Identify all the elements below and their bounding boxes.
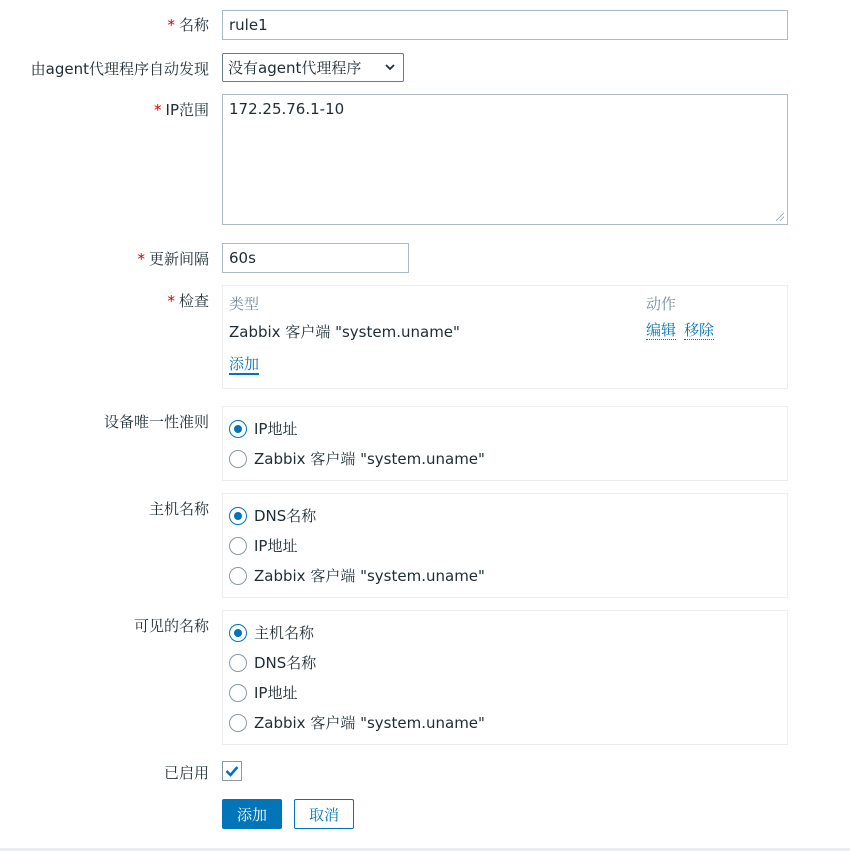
proxy-label: 由agent代理程序自动发现: [30, 60, 209, 78]
name-label: * 名称: [167, 16, 209, 34]
proxy-select-value: 没有agent代理程序: [228, 59, 362, 77]
uniqueness-option-agent[interactable]: Zabbix 客户端 "system.uname": [229, 448, 485, 469]
enabled-label: 已启用: [163, 764, 209, 782]
resize-handle[interactable]: [776, 213, 784, 221]
check-edit-link[interactable]: 编辑: [646, 321, 677, 339]
checks-col-action: 动作: [646, 295, 677, 313]
add-button[interactable]: 添加: [222, 799, 282, 829]
ip-range-label: * IP范围: [154, 101, 209, 119]
checks-label: * 检查: [167, 292, 209, 310]
uniqueness-label: 设备唯一性准则: [103, 413, 209, 431]
radio-button[interactable]: [229, 450, 247, 468]
required-mark: *: [154, 101, 162, 119]
proxy-select[interactable]: [222, 53, 404, 82]
host-name-option-dns[interactable]: DNS名称: [229, 505, 316, 526]
enabled-checkbox[interactable]: [222, 761, 242, 781]
radio-button[interactable]: [229, 567, 247, 585]
required-mark: *: [137, 250, 145, 268]
radio-button-selected[interactable]: [229, 507, 247, 525]
host-name-option-agent[interactable]: Zabbix 客户端 "system.uname": [229, 565, 485, 586]
chevron-down-icon: [385, 62, 395, 72]
check-row-type: Zabbix 客户端 "system.uname": [229, 323, 460, 341]
checks-col-type: 类型: [229, 295, 260, 313]
uniqueness-option-ip[interactable]: IP地址: [229, 418, 297, 439]
uniqueness-group: [222, 406, 788, 481]
required-mark: *: [167, 16, 175, 34]
interval-input[interactable]: [222, 243, 409, 273]
radio-button-selected[interactable]: [229, 624, 247, 642]
cancel-button[interactable]: 取消: [294, 799, 354, 829]
host-name-option-ip[interactable]: IP地址: [229, 535, 297, 556]
visible-name-label: 可见的名称: [133, 617, 209, 635]
visible-name-option-host[interactable]: 主机名称: [229, 622, 314, 643]
visible-name-option-ip[interactable]: IP地址: [229, 682, 297, 703]
radio-button-selected[interactable]: [229, 420, 247, 438]
ip-range-textarea[interactable]: [222, 94, 788, 225]
radio-button[interactable]: [229, 714, 247, 732]
check-add-link[interactable]: 添加: [229, 355, 260, 373]
radio-button[interactable]: [229, 537, 247, 555]
radio-button[interactable]: [229, 654, 247, 672]
visible-name-option-agent[interactable]: Zabbix 客户端 "system.uname": [229, 712, 485, 733]
name-input[interactable]: [222, 10, 788, 40]
visible-name-option-dns[interactable]: DNS名称: [229, 652, 316, 673]
required-mark: *: [167, 292, 175, 310]
check-remove-link[interactable]: 移除: [684, 321, 715, 339]
radio-button[interactable]: [229, 684, 247, 702]
checkmark-icon: [223, 762, 241, 780]
interval-label: * 更新间隔: [137, 250, 209, 268]
host-name-label: 主机名称: [148, 500, 209, 518]
